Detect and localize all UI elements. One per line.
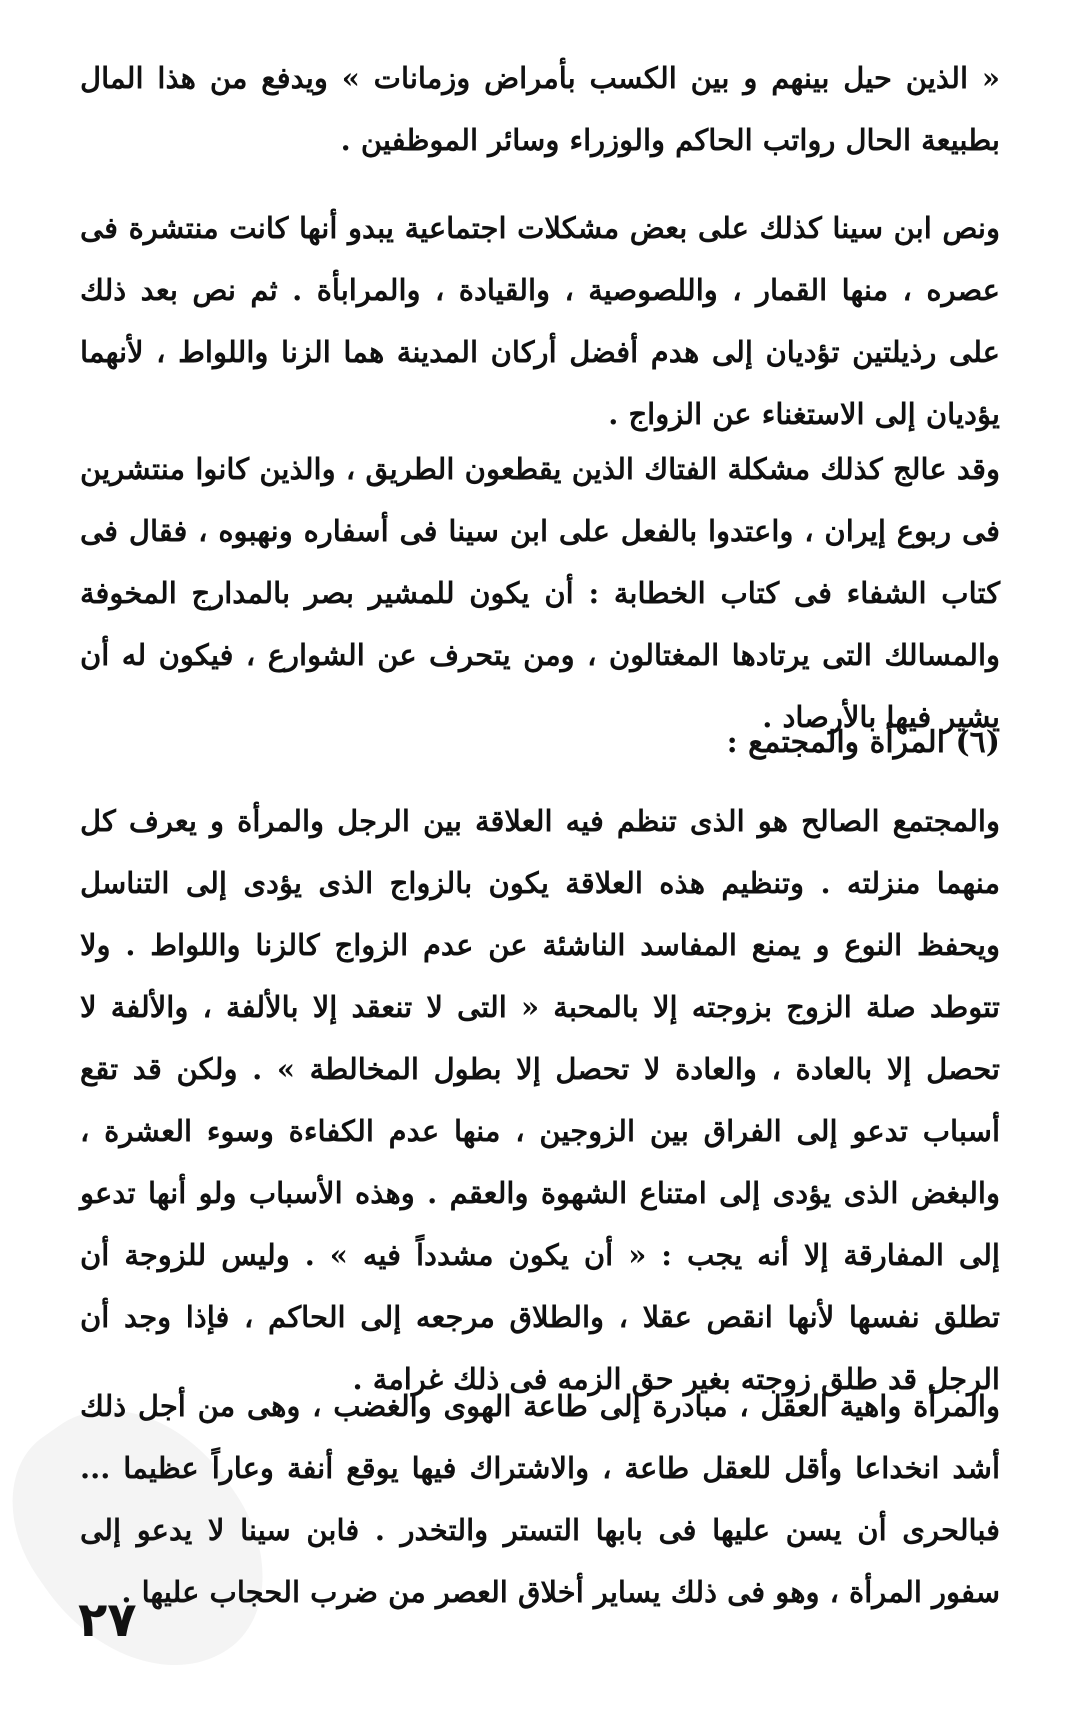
paragraph-woman: والمرأة واهية العقل ، مبادرة إلى طاعة الهوى والغضب ، وهى من أجل ذلك أشد انخداعا وأقل للعقل طاعة ، والاشتراك فيها يوقع أنفة وعاراً عظيما ... فبالحرى أن يسن عليها فى بابها التستر والتخدر . فابن سينا لا يدعو إلى سفور المرأة ، وهو فى ذلك يساير أخلاق العصر من ضرب الحجاب عليها . [80, 1389, 1000, 1609]
paragraph-marriage: والمجتمع الصالح هو الذى تنظم فيه العلاقة بين الرجل والمرأة و يعرف كل منهما منزلته . وتنظيم هذه العلاقة يكون بالزواج الذى يؤدى إلى التناسل ويحفظ النوع و يمنع المفاسد الناشئة عن عدم الزواج كالزنا واللواط . ولا تتوطد صلة الزوج بزوجته إلا بالمحبة « التى لا تنعقد إلا بالألفة ، والألفة لا تحصل إلا بالعادة ، والعادة لا تحصل إلا بطول المخالطة » . ولكن قد تقع أسباب تدعو إلى الفراق بين الزوجين ، منها عدم الكفاءة وسوء العشرة ، والبغض الذى يؤدى إلى امتناع الشهوة والعقم . وهذه الأسباب ولو أنها تدعو إلى المفارقة إلا أنه يجب : « أن يكون مشدداً فيه » . وليس للزوجة أن تطلق نفسها لأنها انقص عقلا ، والطلاق مرجعه إلى الحاكم ، فإذا وجد أن الرجل قد طلق زوجته بغير حق الزمه فى ذلك غرامة . [80, 804, 1000, 1396]
paragraph-stipends: « الذين حيل بينهم و بين الكسب بأمراض وزمانات » ويدفع من هذا المال بطبيعة الحال رواتب الحاكم والوزراء وسائر الموظفين . [80, 61, 1000, 157]
paragraph-bandits: وقد عالج كذلك مشكلة الفتاك الذين يقطعون الطريق ، والذين كانوا منتشرين فى ربوع إيران ، واعتدوا بالفعل على ابن سينا فى أسفاره ونهبوه ، فقال فى كتاب الشفاء فى كتاب الخطابة : أن يكون للمشير بصر بالمدارج المخوفة والمسالك التى يرتادها المغتالون ، ومن يتحرف عن الشوارع ، فيكون له أن يشير فيها بالأرصاد . [80, 452, 1000, 734]
page-number: ٢٧ [78, 1592, 137, 1648]
paragraph-social-problems: ونص ابن سينا كذلك على بعض مشكلات اجتماعية يبدو أنها كانت منتشرة فى عصره ، منها القمار ، واللصوصية ، والقيادة ، والمرابأة . ثم نص بعد ذلك على رذيلتين تؤديان إلى هدم أفضل أركان المدينة هما الزنا واللواط ، لأنهما يؤديان إلى الاستغناء عن الزواج . [80, 211, 1000, 431]
section-heading: (٦) المرأة والمجتمع : [726, 725, 1000, 760]
